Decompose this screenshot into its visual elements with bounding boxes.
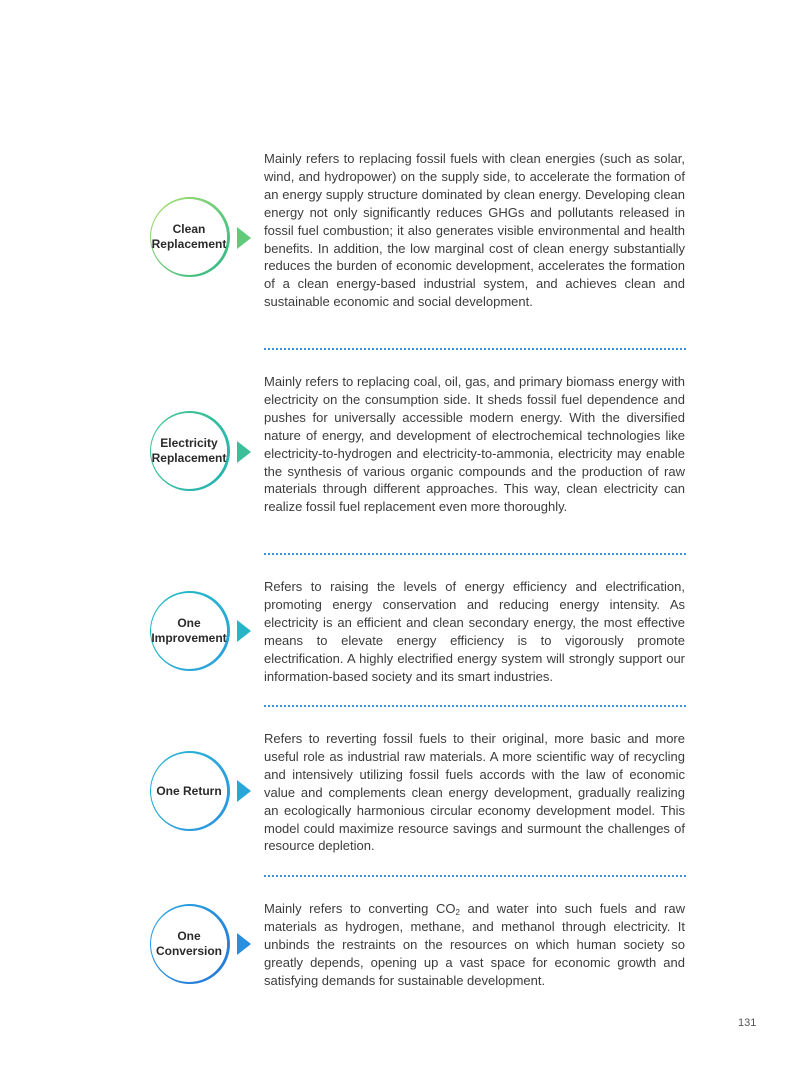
dotted-divider: [264, 553, 686, 555]
triangle-arrow-icon: [237, 780, 251, 802]
section-body-text: Refers to reverting fossil fuels to their original, more basic and more useful role as industrial raw materials. A more scientific way of recycling and intensively utilizing fossil fuels accords with the law of economic value and complements clean energy development, gradually realizing an ecologically harmonious circular economy development model. This model could maximize resource savings and surmount the challenges of resource depletion.: [264, 731, 685, 854]
one-return-badge: [151, 753, 227, 829]
triangle-arrow-icon: [237, 933, 251, 955]
text-part: Mainly refers to converting CO: [264, 901, 456, 916]
dotted-divider: [264, 705, 686, 707]
page-number: 131: [738, 1017, 757, 1029]
subscript-two: 2: [455, 908, 460, 917]
triangle-arrow-icon: [237, 441, 251, 463]
text-part: and water into such fuels and raw materials as hydrogen, methane, and methanol through electricity. It unbinds the restraints on the resources on which human society so greatly depends, opening up a vast space for economic growth and satisfying demands for sustainable development.: [264, 901, 685, 988]
badge-label: Electricity Replacement: [151, 436, 227, 465]
triangle-arrow-icon: [237, 620, 251, 642]
one-improvement-badge: [151, 593, 227, 669]
badge-label: Clean Replacement: [151, 222, 227, 251]
section-body-text: [264, 900, 685, 990]
triangle-arrow-icon: [237, 227, 251, 249]
one-conversion-badge: [151, 906, 227, 982]
section-body-text: Mainly refers to replacing coal, oil, gas, and primary biomass energy with electricity on the consumption side. It sheds fossil fuel dependence and pushes for universally accessible modern energy. With the diversified nature of energy, and development of electrochemical technologies like electricity-to-hydrogen and electricity-to-ammonia, electricity may enable the synthesis of various organic compounds and the production of raw materials through different approaches. This way, clean electricity can realize fossil fuel replacement even more thoroughly.: [264, 374, 685, 515]
badge-label: One Conversion: [155, 929, 222, 958]
clean-replacement-badge: [151, 199, 227, 275]
section-body-text: Refers to raising the levels of energy efficiency and electrification, promoting energy conservation and reducing energy intensity. As electricity is an efficient and clean secondary energy, the most effective means to elevate energy efficiency is to vigorously promote electrification. A highly electrified energy system will strongly support our information-based society and its smart industries.: [264, 579, 685, 684]
dotted-divider: [264, 348, 686, 350]
badge-label: One Improvement: [151, 616, 227, 645]
dotted-divider: [264, 875, 686, 877]
section-body-text: Mainly refers to replacing fossil fuels with clean energies (such as solar, wind, and hydropower) on the supply side, to accelerate the formation of an energy supply structure dominated by clean energy. Developing clean energy not only significantly reduces GHGs and pollutants released in fossil fuel combustion; it also generates visible environmental and health benefits. In addition, the low marginal cost of clean energy substantially reduces the burden of economic development, accelerates the formation of a clean energy-based industrial system, and achieves clean and sustainable economic and social development.: [264, 151, 685, 310]
electricity-replacement-badge: [151, 413, 227, 489]
badge-label: One Return: [156, 783, 222, 798]
